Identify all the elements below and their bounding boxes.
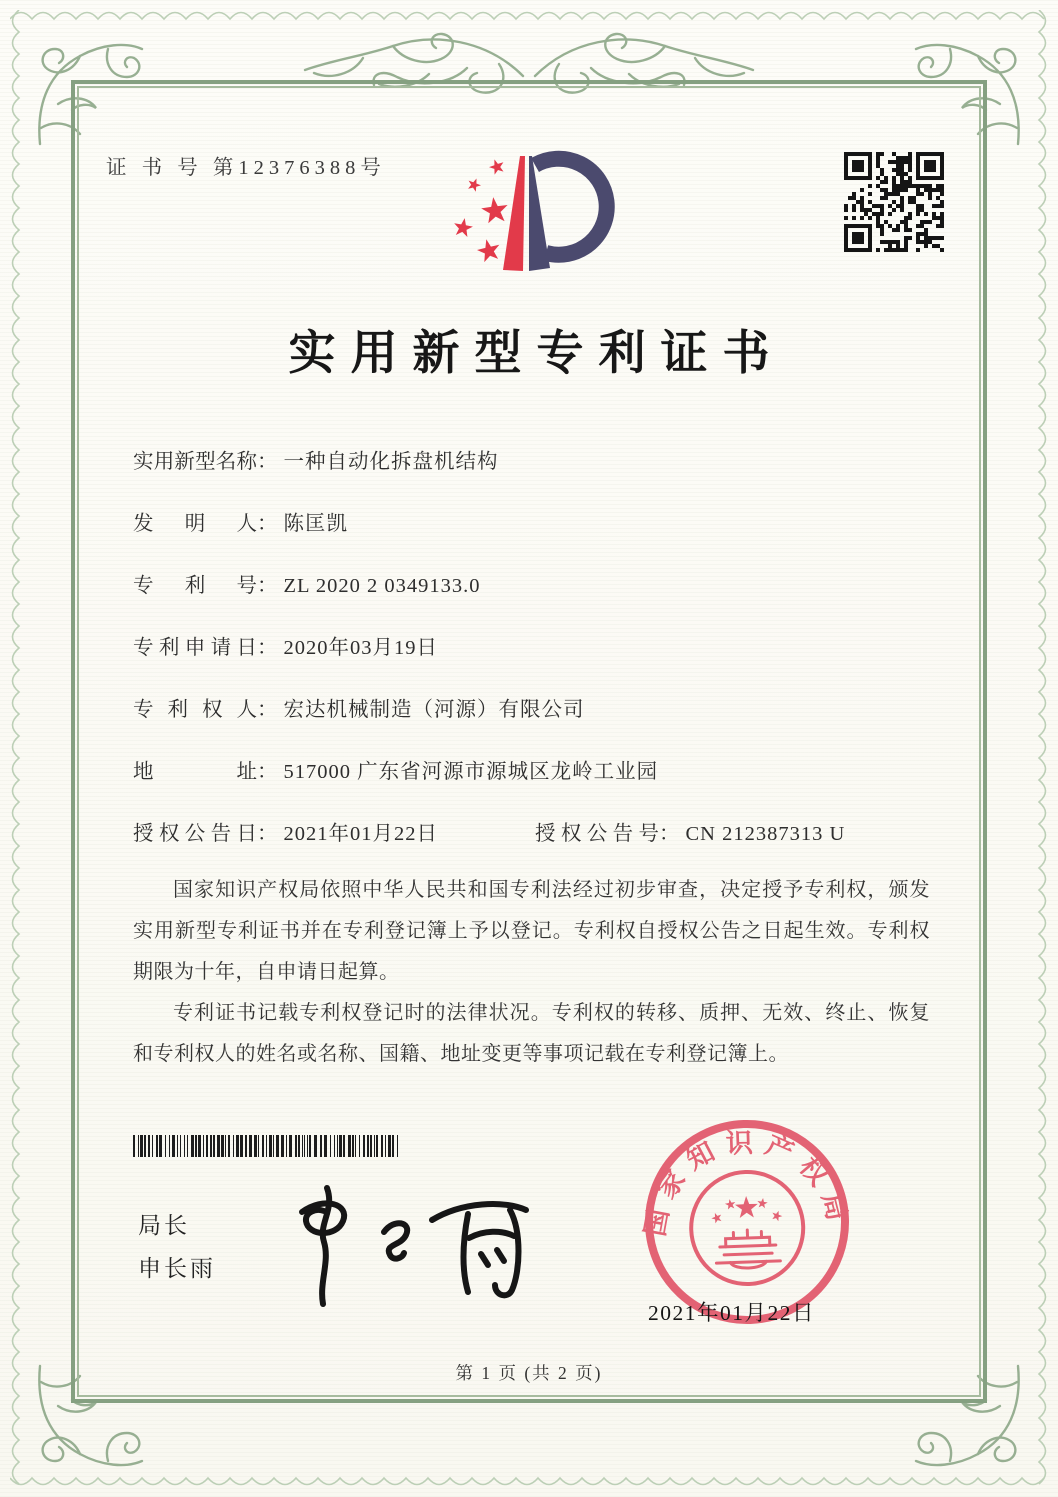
field-row-filing-date <box>133 630 933 692</box>
field-row-patentee <box>133 692 933 754</box>
field-value: 2020年03月19日 <box>283 637 438 659</box>
signer-title: 局长 <box>138 1213 190 1238</box>
field-colon: ： <box>257 513 278 535</box>
page-title: 实用新型专利证书 <box>288 328 785 380</box>
field-list <box>133 444 933 878</box>
field-value: 2021年01月22日 <box>283 823 438 845</box>
edge-wave-left <box>3 10 23 1487</box>
logo-p-bowl <box>535 159 607 255</box>
edge-wave-right <box>1035 10 1055 1487</box>
field-row-grant <box>133 816 933 878</box>
field-colon: ： <box>257 699 278 721</box>
seal-date: 2021年01月22日 <box>648 1301 816 1325</box>
field-colon: ： <box>257 823 278 845</box>
edge-wave-top <box>10 3 1048 23</box>
page-footer: 第 1 页 (共 2 页) <box>455 1363 603 1383</box>
cnipa-logo-icon <box>447 141 647 299</box>
field-label: 授权公告日 <box>133 823 257 845</box>
legal-paragraph-2: 专利证书记载专利权登记时的法律状况。专利权的转移、质押、无效、终止、恢复和专利权人的姓名或名称、国籍、地址变更等事项记载在专利登记簿上。 <box>133 1002 930 1065</box>
field-label: 发明人 <box>133 513 257 535</box>
field-label: 授权公告号 <box>535 823 659 845</box>
grant-number-group <box>535 816 845 846</box>
field-label: 地址 <box>133 761 257 783</box>
seal-national-emblem <box>689 1170 805 1286</box>
field-value: 陈匡凯 <box>283 513 348 535</box>
field-row-address <box>133 754 933 816</box>
field-colon: ： <box>257 761 278 783</box>
field-colon: ： <box>257 637 278 659</box>
field-value: ZL 2020 2 0349133.0 <box>283 575 481 597</box>
signer-block <box>138 1204 216 1290</box>
signature-icon <box>272 1178 542 1313</box>
legal-paragraph-1: 国家知识产权局依照中华人民共和国专利法经过初步审查，决定授予专利权，颁发实用新型专利证书并在专利登记簿上予以登记。专利权自授权公告之日起生效。专利权期限为十年，自申请日起算。 <box>133 879 930 983</box>
field-label: 专利权人 <box>133 699 257 721</box>
field-value: 宏达机械制造（河源）有限公司 <box>283 699 585 721</box>
signer-name: 申长雨 <box>138 1256 216 1281</box>
svg-text:国家知识产权局 <box>637 1124 855 1239</box>
field-row-name <box>133 444 933 506</box>
field-row-patent-no <box>133 568 933 630</box>
logo-red-wedge <box>503 156 525 271</box>
field-value: 一种自动化拆盘机结构 <box>283 451 499 473</box>
field-colon: ： <box>257 451 278 473</box>
field-label: 实用新型名称 <box>133 451 257 473</box>
field-label: 专利号 <box>133 575 257 597</box>
certificate-number: 证 书 号 第12376388号 <box>106 157 386 179</box>
edge-wave-bottom <box>10 1474 1048 1494</box>
field-value: CN 212387313 U <box>685 823 846 845</box>
field-colon: ： <box>257 575 278 597</box>
seal-text: 国家知识产权局 <box>639 1127 855 1239</box>
field-row-inventor <box>133 506 933 568</box>
field-value: 517000 广东省河源市源城区龙岭工业园 <box>283 761 659 783</box>
barcode-icon <box>133 1135 405 1157</box>
field-label: 专利申请日 <box>133 637 257 659</box>
legal-text <box>133 870 930 1075</box>
qr-code-icon <box>844 151 944 261</box>
field-colon: ： <box>659 823 680 845</box>
